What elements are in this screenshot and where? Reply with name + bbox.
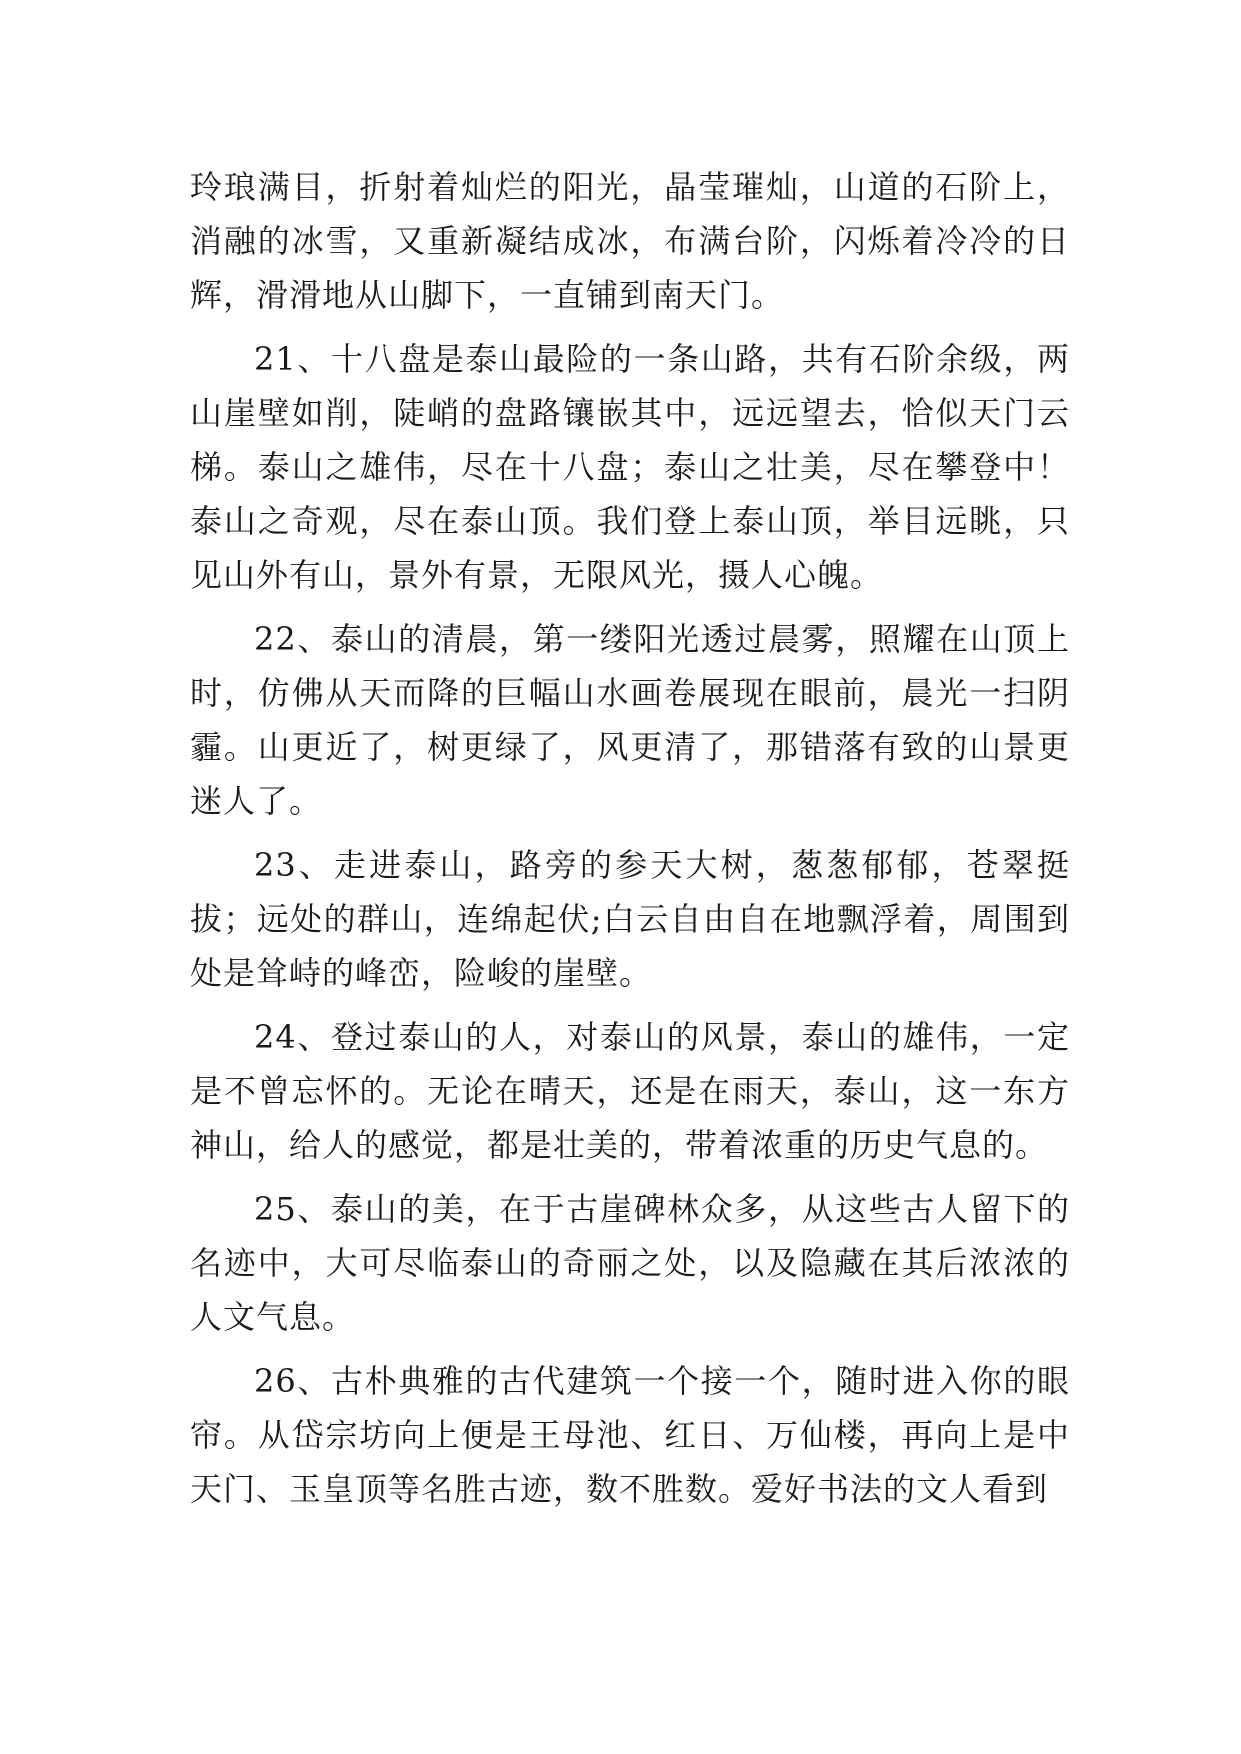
paragraph-24: 24、登过泰山的人，对泰山的风景，泰山的雄伟，一定是不曾忘怀的。无论在晴天，还是在雨天，泰山，这一东方神山，给人的感觉，都是壮美的，带着浓重的历史气息的。 — [190, 1018, 1070, 1164]
paragraph-21: 21、十八盘是泰山最险的一条山路，共有石阶余级，两山崖壁如削，陡峭的盘路镶嵌其中，远远望去，恰似天门云梯。泰山之雄伟，尽在十八盘；泰山之壮美，尽在攀登中！泰山之奇观，尽在泰山顶。我们登上泰山顶，举目远眺，只见山外有山，景外有景，无限风光，摄人心魄。 — [190, 340, 1070, 594]
document-body — [190, 160, 1070, 1516]
paragraph-26: 26、古朴典雅的古代建筑一个接一个，随时进入你的眼帘。从岱宗坊向上便是王母池、红日、万仙楼，再向上是中天门、玉皇顶等名胜古迹，数不胜数。爱好书法的文人看到 — [190, 1362, 1070, 1508]
paragraph-25: 25、泰山的美，在于古崖碑林众多，从这些古人留下的名迹中，大可尽临泰山的奇丽之处，以及隐藏在其后浓浓的人文气息。 — [190, 1190, 1070, 1336]
paragraph-22: 22、泰山的清晨，第一缕阳光透过晨雾，照耀在山顶上时，仿佛从天而降的巨幅山水画卷展现在眼前，晨光一扫阴霾。山更近了，树更绿了，风更清了，那错落有致的山景更迷人了。 — [190, 620, 1070, 820]
paragraph-23: 23、走进泰山，路旁的参天大树，葱葱郁郁，苍翠挺拔；远处的群山，连绵起伏;白云自由自在地飘浮着，周围到处是耸峙的峰峦，险峻的崖壁。 — [190, 846, 1070, 992]
paragraph-continued: 玲琅满目，折射着灿烂的阳光，晶莹璀灿，山道的石阶上，消融的冰雪，又重新凝结成冰，布满台阶，闪烁着冷冷的日辉，滑滑地从山脚下，一直铺到南天门。 — [190, 168, 1070, 314]
